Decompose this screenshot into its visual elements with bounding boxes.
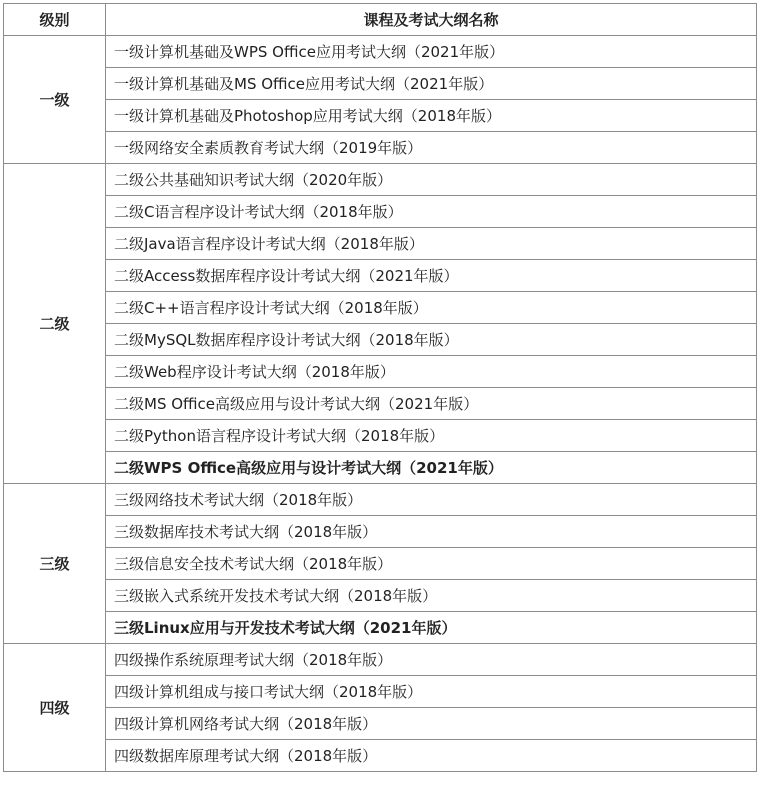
table-row xyxy=(4,68,757,100)
table-row xyxy=(4,420,757,452)
table-row xyxy=(4,356,757,388)
table-row xyxy=(4,612,757,644)
syllabus-name-cell: 一级计算机基础及MS Office应用考试大纲（2021年版） xyxy=(106,68,757,100)
table-row xyxy=(4,388,757,420)
syllabus-name-cell: 二级Python语言程序设计考试大纲（2018年版） xyxy=(106,420,757,452)
syllabus-name-cell: 二级公共基础知识考试大纲（2020年版） xyxy=(106,164,757,196)
header-name: 课程及考试大纲名称 xyxy=(106,4,757,36)
syllabus-name-cell: 二级MySQL数据库程序设计考试大纲（2018年版） xyxy=(106,324,757,356)
syllabus-name-cell: 三级Linux应用与开发技术考试大纲（2021年版） xyxy=(106,612,757,644)
syllabus-name-cell: 一级网络安全素质教育考试大纲（2019年版） xyxy=(106,132,757,164)
table-row xyxy=(4,676,757,708)
table-row xyxy=(4,452,757,484)
syllabus-name-cell: 三级嵌入式系统开发技术考试大纲（2018年版） xyxy=(106,580,757,612)
table-row xyxy=(4,644,757,676)
syllabus-name-cell: 四级操作系统原理考试大纲（2018年版） xyxy=(106,644,757,676)
syllabus-name-cell: 四级计算机组成与接口考试大纲（2018年版） xyxy=(106,676,757,708)
table-row xyxy=(4,516,757,548)
level-cell: 三级 xyxy=(4,484,106,644)
table-row xyxy=(4,260,757,292)
table-row xyxy=(4,292,757,324)
table-body xyxy=(4,36,757,772)
table-row xyxy=(4,100,757,132)
table-header-row xyxy=(4,4,757,36)
syllabus-name-cell: 三级信息安全技术考试大纲（2018年版） xyxy=(106,548,757,580)
syllabus-name-cell: 三级数据库技术考试大纲（2018年版） xyxy=(106,516,757,548)
syllabus-name-cell: 二级C语言程序设计考试大纲（2018年版） xyxy=(106,196,757,228)
table-row xyxy=(4,36,757,68)
syllabus-name-cell: 四级计算机网络考试大纲（2018年版） xyxy=(106,708,757,740)
table-row xyxy=(4,228,757,260)
table-row xyxy=(4,196,757,228)
syllabus-name-cell: 四级数据库原理考试大纲（2018年版） xyxy=(106,740,757,772)
exam-syllabus-table xyxy=(3,3,757,772)
syllabus-name-cell: 二级C++语言程序设计考试大纲（2018年版） xyxy=(106,292,757,324)
table-row xyxy=(4,484,757,516)
table-row xyxy=(4,132,757,164)
table-row xyxy=(4,580,757,612)
level-cell: 一级 xyxy=(4,36,106,164)
syllabus-name-cell: 二级Java语言程序设计考试大纲（2018年版） xyxy=(106,228,757,260)
table-row xyxy=(4,324,757,356)
table-row xyxy=(4,164,757,196)
syllabus-name-cell: 一级计算机基础及WPS Office应用考试大纲（2021年版） xyxy=(106,36,757,68)
level-cell: 四级 xyxy=(4,644,106,772)
syllabus-name-cell: 一级计算机基础及Photoshop应用考试大纲（2018年版） xyxy=(106,100,757,132)
table-row xyxy=(4,548,757,580)
syllabus-name-cell: 二级Access数据库程序设计考试大纲（2021年版） xyxy=(106,260,757,292)
table-row xyxy=(4,740,757,772)
syllabus-name-cell: 二级MS Office高级应用与设计考试大纲（2021年版） xyxy=(106,388,757,420)
syllabus-name-cell: 二级Web程序设计考试大纲（2018年版） xyxy=(106,356,757,388)
syllabus-name-cell: 二级WPS Office高级应用与设计考试大纲（2021年版） xyxy=(106,452,757,484)
header-level: 级别 xyxy=(4,4,106,36)
table-row xyxy=(4,708,757,740)
level-cell: 二级 xyxy=(4,164,106,484)
syllabus-name-cell: 三级网络技术考试大纲（2018年版） xyxy=(106,484,757,516)
